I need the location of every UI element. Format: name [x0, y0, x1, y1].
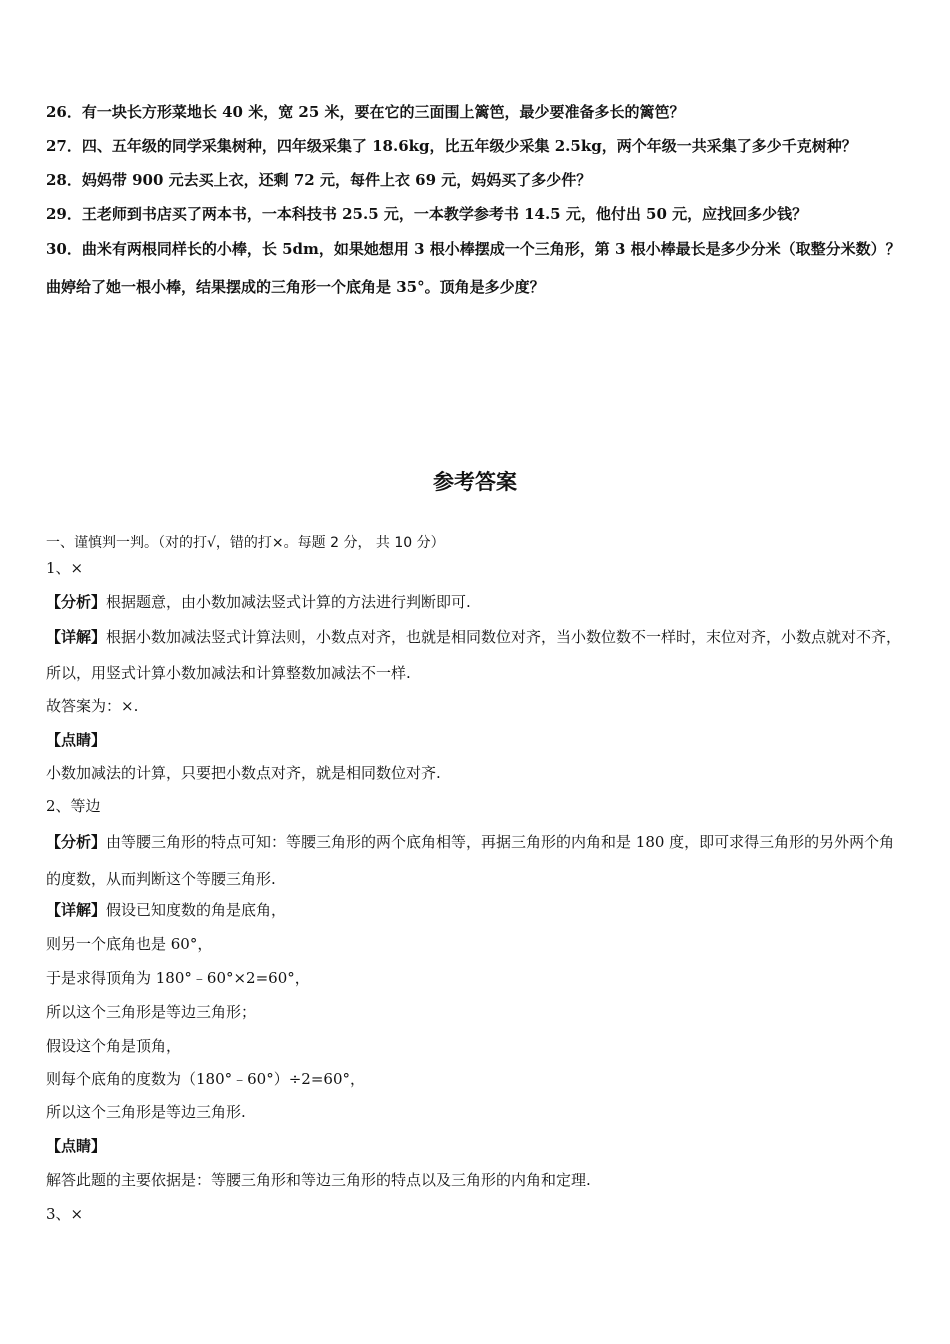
- answer-1-analysis: [46, 586, 908, 619]
- answer-2-line: 则每个底角的度数为（180°﹣60°）÷2=60°，: [46, 1070, 365, 1088]
- answers-title: 参考答案: [433, 470, 517, 494]
- answer-3: 3、×: [46, 1205, 84, 1223]
- question-26: 26．有一块长方形菜地长 40 米，宽 25 米，要在它的三面围上篱笆，最少要准备多长的篱笆？: [46, 103, 685, 121]
- answer-2-point-tag: 【点睛】: [46, 1137, 107, 1155]
- answer-2-line: 所以这个三角形是等边三角形；: [46, 1003, 257, 1021]
- question-28: 28．妈妈带 900 元去买上衣，还剩 72 元，每件上衣 69 元，妈妈买了多少件？: [46, 171, 592, 189]
- question-30: 30．曲米有两根同样长的小棒，长 5dm，如果她想用 3 根小棒摆成一个三角形，第 3 根小棒最长是多少分米（取整分米数）？曲婷给了她一根小棒，结果摆成的三角形一个底角是 35°。顶角是多少度？: [46, 240, 901, 296]
- analysis-text: 根据题意，由小数加减法竖式计算的方法进行判断即可.: [106, 593, 471, 611]
- answer-2-point: 解答此题的主要依据是：等腰三角形和等边三角形的特点以及三角形的内角和定理.: [46, 1171, 591, 1189]
- answer-2-line: 所以这个三角形是等边三角形.: [46, 1103, 246, 1121]
- answer-2-line: 假设这个角是顶角，: [46, 1037, 182, 1055]
- section-1-heading: 一、谨慎判一判。（对的打√，错的打×。每题 2 分， 共 10 分）: [46, 535, 445, 551]
- answer-2-detail: [46, 894, 908, 927]
- detail-tag: 【详解】: [46, 901, 107, 919]
- answer-1-point: 小数加减法的计算，只要把小数点对齐，就是相同数位对齐.: [46, 764, 441, 782]
- answer-1: 1、×: [46, 559, 84, 577]
- analysis-tag: 【分析】: [46, 593, 107, 611]
- answer-2-line: 则另一个底角也是 60°，: [46, 935, 213, 953]
- detail-tag: 【详解】: [46, 628, 107, 646]
- detail-text: 假设已知度数的角是底角，: [106, 901, 287, 919]
- analysis-tag: 【分析】: [46, 833, 107, 851]
- question-29: 29．王老师到书店买了两本书，一本科技书 25.5 元，一本教学参考书 14.5 元，他付出 50 元，应找回多少钱？: [46, 205, 808, 223]
- answer-2-line: 于是求得顶角为 180°﹣60°×2=60°，: [46, 969, 310, 987]
- analysis-text: 由等腰三角形的特点可知：等腰三角形的两个底角相等，再据三角形的内角和是 180 度，即可求得三角形的另外两个角的度数，从而判断这个等腰三角形.: [46, 833, 895, 888]
- question-27: 27．四、五年级的同学采集树种，四年级采集了 18.6kg，比五年级少采集 2.5kg，两个年级一共采集了多少千克树种？: [46, 137, 857, 155]
- answer-2: 2、等边: [46, 797, 101, 815]
- answer-1-final: 故答案为：×.: [46, 697, 139, 715]
- answer-1-detail: [46, 619, 908, 691]
- answer-1-point-tag: 【点睛】: [46, 731, 107, 749]
- answer-2-analysis: [46, 824, 908, 898]
- detail-text: 根据小数加减法竖式计算法则，小数点对齐，也就是相同数位对齐，当小数位数不一样时，末位对齐，小数点就对不齐，所以，用竖式计算小数加减法和计算整数加减法不一样.: [46, 628, 902, 682]
